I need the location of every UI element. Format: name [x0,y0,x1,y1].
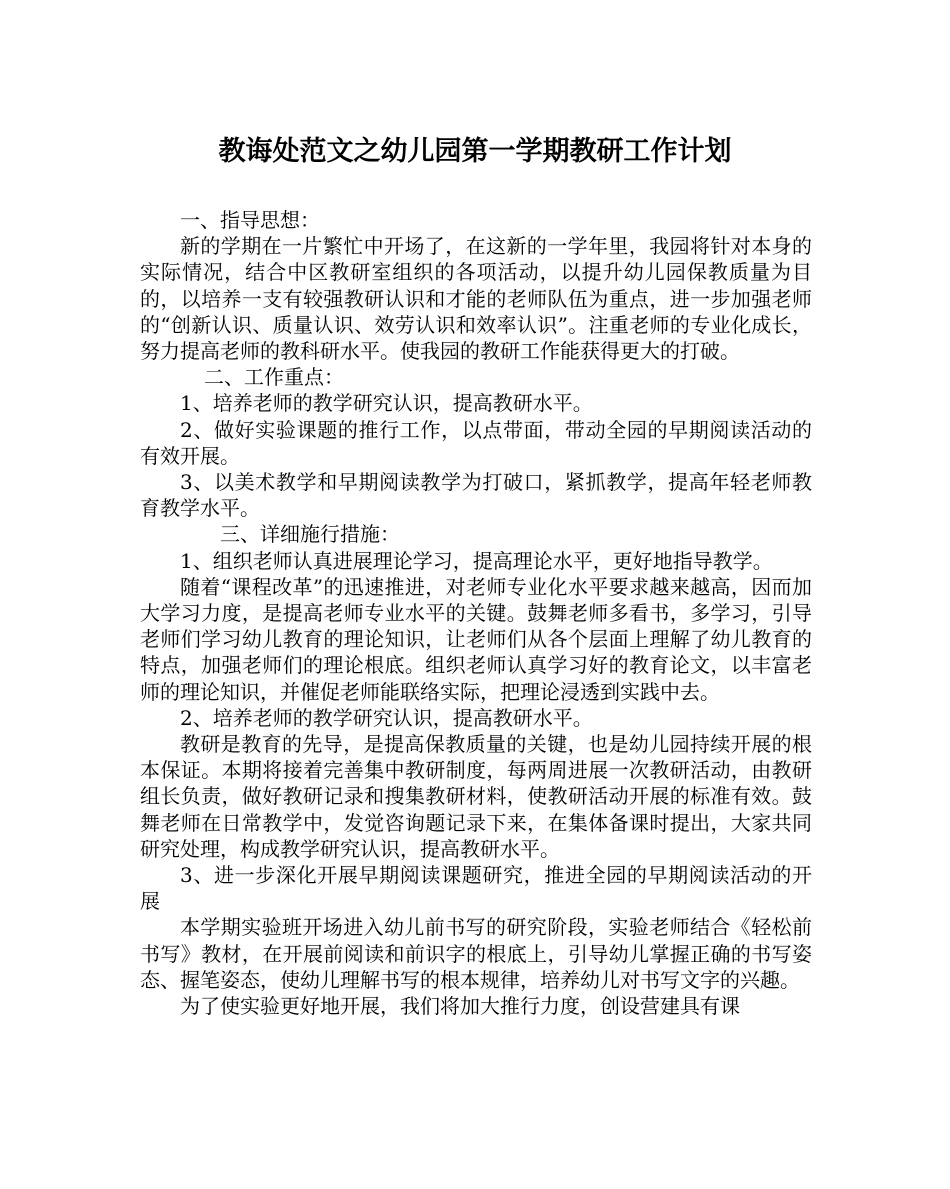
list-item: 3、以美术教学和早期阅读教学为打破口，紧抓教学，提高年轻老师教育教学水平。 [140,470,812,521]
list-item: 3、进一步深化开展早期阅读课题研究，推进全园的早期阅读活动的开展 [140,863,812,914]
section-heading-work-focus: 二、工作重点： [204,365,344,390]
section-heading-measures: 三、详细施行措施： [220,522,400,547]
list-item: 2、做好实验课题的推行工作，以点带面，带动全园的早期阅读活动的有效开展。 [140,417,812,468]
section-heading-guiding-thought: 一、指导思想： [180,208,320,232]
list-item: 2、培养老师的教学研究认识，提高教研水平。 [180,705,593,730]
document-title: 教诲处范文之幼儿园第一学期教研工作计划 [218,136,732,167]
paragraph: 为了使实验更好地开展，我们将加大推行力度，创设营建具有课 [180,994,740,1019]
list-item: 1、培养老师的教学研究认识，提高教研水平。 [180,391,593,416]
document-body [140,207,812,1019]
paragraph: 教研是教育的先导，是提高保教质量的关键，也是幼儿园持续开展的根本保证。本期将接着完善集中教研制度，每两周进展一次教研活动，由教研组长负责，做好教研记录和搜集教研材料，使教研活动开展的标准有效。鼓舞老师在日常教学中，发觉咨询题记录下来，在集体备课时提出，大家共同研究处理，构成教学研究认识，提高教研水平。 [140,732,812,861]
paragraph: 随着“课程改革”的迅速推进，对老师专业化水平要求越来越高，因而加大学习力度，是提高老师专业水平的关键。鼓舞老师多看书，多学习，引导老师们学习幼儿教育的理论知识，让老师们从各个层面上理解了幼儿教育的特点，加强老师们的理论根底。组织老师认真学习好的教育论文，以丰富老师的理论知识，并催促老师能联络实际，把理论浸透到实践中去。 [140,574,812,704]
paragraph: 本学期实验班开场进入幼儿前书写的研究阶段，实验老师结合《轻松前书写》教材，在开展前阅读和前识字的根底上，引导幼儿掌握正确的书写姿态、握笔姿态，使幼儿理解书写的根本规律，培养幼儿对书写文字的兴趣。 [140,915,812,992]
paragraph: 新的学期在一片繁忙中开场了，在这新的一学年里，我园将针对本身的实际情况，结合中区教研室组织的各项活动，以提升幼儿园保教质量为目的，以培养一支有较强教研认识和才能的老师队伍为重点，进一步加强老师的“创新认识、质量认识、效劳认识和效率认识”。注重老师的专业化成长，努力提高老师的教科研水平。使我园的教研工作能获得更大的打破。 [140,234,812,364]
list-item: 1、组织老师认真进展理论学习，提高理论水平，更好地指导教学。 [180,548,773,573]
